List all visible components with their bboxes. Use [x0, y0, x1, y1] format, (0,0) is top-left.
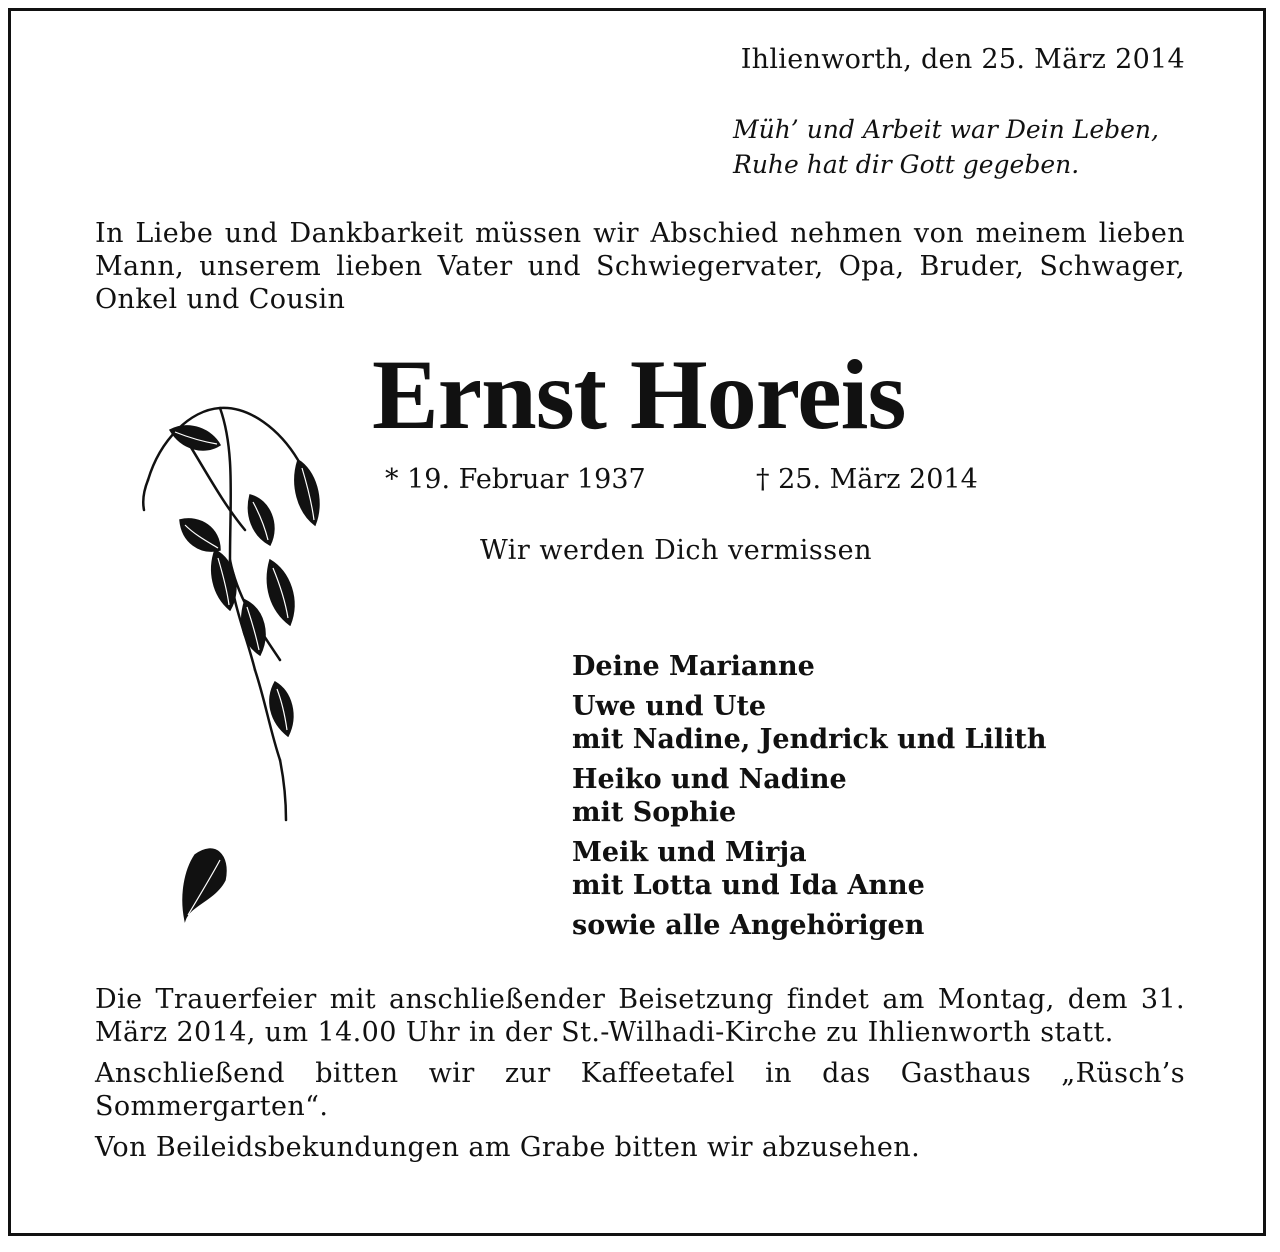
family-line: mit Nadine, Jendrick und Lilith	[572, 724, 1047, 755]
death-date: † 25. März 2014	[756, 464, 978, 495]
coffee-info: Anschließend bitten wir zur Kaffeetafel in das Gasthaus „Rüsch’s Sommergarten“.	[95, 1058, 1185, 1122]
family-line: mit Lotta und Ida Anne	[572, 870, 925, 901]
place-date: Ihlienworth, den 25. März 2014	[740, 44, 1185, 75]
funeral-info: Die Trauerfeier mit anschließender Beisetzung findet am Montag, dem 31. März 2014, um 14.00 Uhr in der St.-Wilhadi-Kirche zu Ihlienworth statt.	[95, 984, 1185, 1048]
deceased-name: Ernst Horeis	[372, 339, 906, 450]
family-group	[572, 650, 1047, 683]
poem-line-1: Müh’ und Arbeit war Dein Leben,	[733, 115, 1159, 144]
family-line: Meik und Mirja	[572, 837, 807, 868]
leaf-branch-icon	[120, 400, 350, 940]
family-line: Heiko und Nadine	[572, 764, 847, 795]
poem-line-2: Ruhe hat dir Gott gegeben.	[733, 150, 1080, 179]
poem	[733, 112, 1159, 182]
family-line: Uwe und Ute	[572, 691, 767, 722]
family-group	[572, 763, 1047, 829]
family-group	[572, 690, 1047, 756]
birth-date: * 19. Februar 1937	[385, 464, 646, 495]
condolence-info: Von Beileidsbekundungen am Grabe bitten wir abzusehen.	[95, 1132, 921, 1163]
funeral-details	[95, 983, 1185, 1172]
family-line: sowie alle Angehörigen	[572, 910, 925, 941]
family-group	[572, 836, 1047, 902]
family-group	[572, 909, 1047, 942]
family-line: Deine Marianne	[572, 651, 815, 682]
intro-text: In Liebe und Dankbarkeit müssen wir Abschied nehmen von meinem lieben Mann, unserem lieben Vater und Schwiegervater, Opa, Bruder, Schwager, Onkel und Cousin	[95, 218, 1185, 315]
farewell-line: Wir werden Dich vermissen	[480, 535, 872, 566]
family-signatures	[572, 650, 1047, 949]
family-line: mit Sophie	[572, 797, 737, 828]
